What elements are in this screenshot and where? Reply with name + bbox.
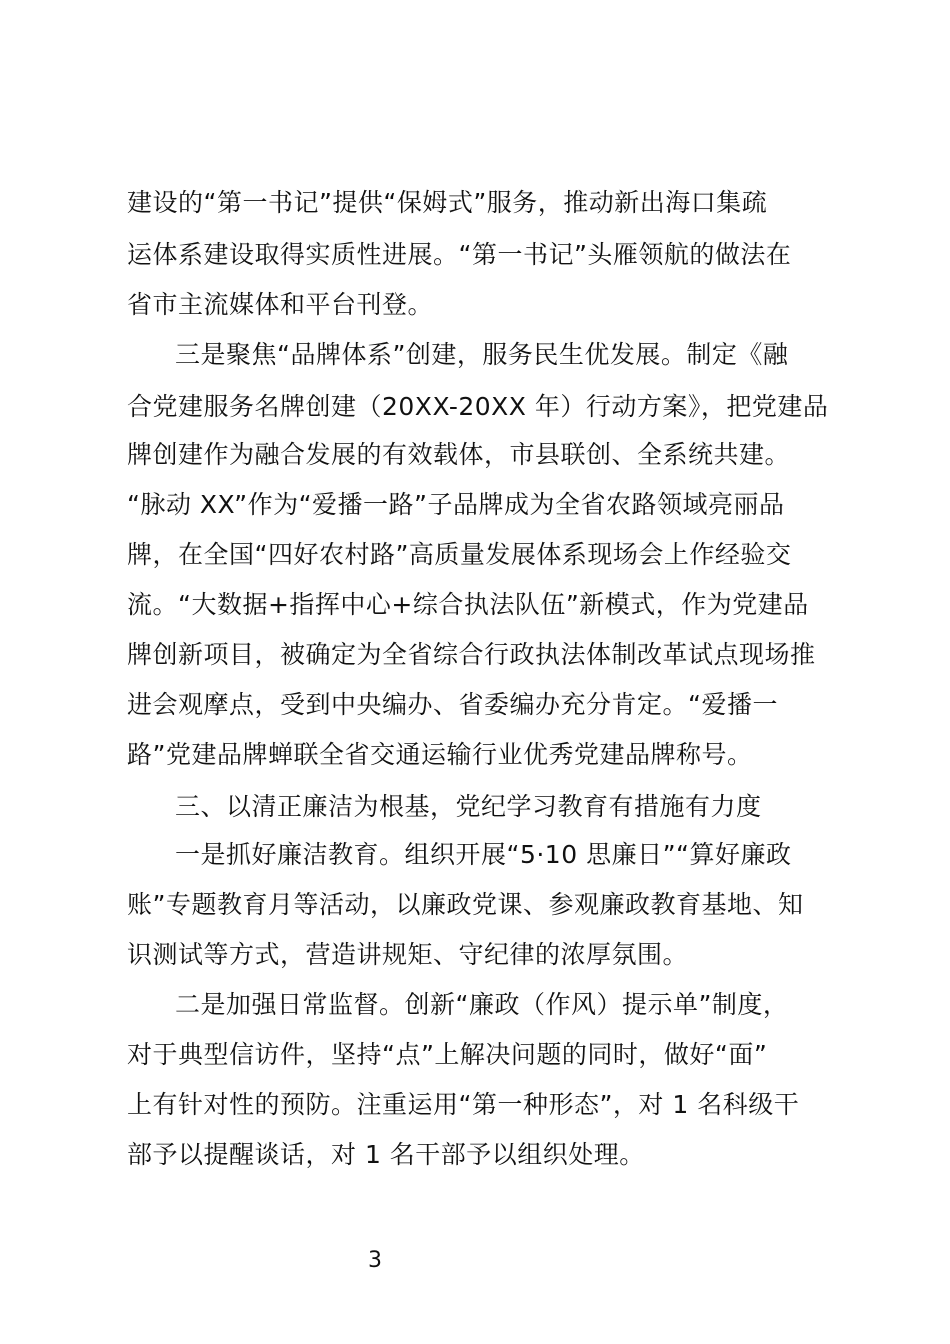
text-line: 三是聚焦“品牌体系”创建，服务民生优发展。制定《融: [175, 340, 789, 369]
text-line: 账”专题教育月等活动，以廉政党课、参观廉政教育基地、知: [127, 890, 804, 919]
text-line: 牌创建作为融合发展的有效载体，市县联创、全系统共建。: [127, 440, 791, 469]
text-line: “脉动 XX”作为“爱播一路”子品牌成为全省农路领域亮丽品: [127, 490, 785, 519]
section-heading: 三、以清正廉洁为根基，党纪学习教育有措施有力度: [175, 792, 762, 821]
text-line: 运体系建设取得实质性进展。“第一书记”头雁领航的做法在: [127, 240, 792, 269]
text-line: 建设的“第一书记”提供“保姆式”服务，推动新出海口集疏: [127, 188, 768, 217]
text-line: 牌创新项目，被确定为全省综合行政执法体制改革试点现场推: [127, 640, 816, 669]
text-line: 二是加强日常监督。创新“廉政（作风）提示单”制度，: [175, 990, 789, 1019]
text-line: 识测试等方式，营造讲规矩、守纪律的浓厚氛围。: [127, 940, 689, 969]
text-line: 上有针对性的预防。注重运用“第一种形态”，对 1 名科级干: [127, 1090, 800, 1119]
text-line: 进会观摩点，受到中央编办、省委编办充分肯定。“爱播一: [127, 690, 778, 719]
page-number: 3: [368, 1248, 382, 1273]
text-line: 合党建服务名牌创建（20XX-20XX 年）行动方案》，把党建品: [127, 392, 829, 421]
text-line: 一是抓好廉洁教育。组织开展“5·10 思廉日”“算好廉政: [175, 840, 792, 869]
text-line: 牌，在全国“四好农村路”高质量发展体系现场会上作经验交: [127, 540, 792, 569]
text-line: 省市主流媒体和平台刊登。: [127, 290, 434, 319]
text-line: 部予以提醒谈话，对 1 名干部予以组织处理。: [127, 1140, 645, 1169]
text-line: 流。“大数据+指挥中心+综合执法队伍”新模式，作为党建品: [127, 590, 809, 619]
text-line: 对于典型信访件，坚持“点”上解决问题的同时，做好“面”: [127, 1040, 768, 1069]
text-line: 路”党建品牌蝉联全省交通运输行业优秀党建品牌称号。: [127, 740, 753, 769]
